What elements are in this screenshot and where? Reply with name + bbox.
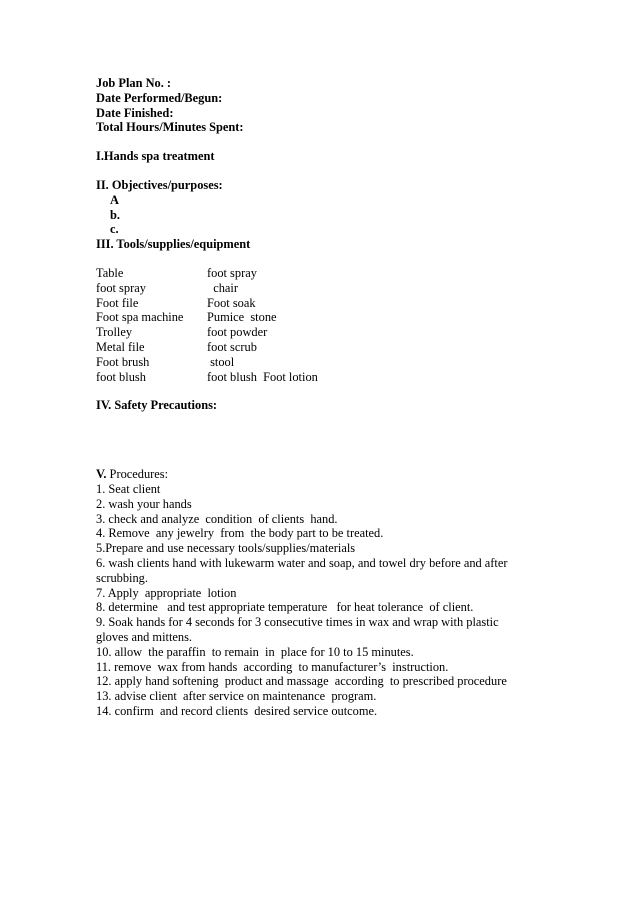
procedure-step: 8. determine and test appropriate temperature for heat tolerance of client. [96,600,474,615]
objective-item: A [110,192,119,207]
tool-item: foot blush Foot lotion [207,369,318,384]
procedure-step: 2. wash your hands [96,496,192,511]
tools-row [96,266,576,281]
tools-row [96,325,576,340]
tools-row [96,296,576,311]
tools-row [96,310,576,325]
procedure-step: 13. advise client after service on maintenance program. [96,689,377,704]
section-3-title: III. Tools/supplies/equipment [96,237,251,252]
job-plan-label: Job Plan No. : [96,76,172,90]
procedure-step: 6. wash clients hand with lukewarm water and soap, and towel dry before and after scrubbing. [96,555,508,585]
section-4-title: IV. Safety Precautions: [96,398,218,413]
tool-item: Trolley [96,325,133,340]
procedure-step: 5.Prepare and use necessary tools/supplies/materials [96,541,356,556]
tool-item: Foot brush [96,354,150,369]
tool-item: foot scrub [207,339,257,354]
procedure-step: 11. remove wax from hands according to manufacturer’s instruction. [96,659,449,674]
tool-item: Foot spa machine [96,310,184,325]
procedure-step: 1. Seat client [96,481,161,496]
procedure-step: 14. confirm and record clients desired service outcome. [96,703,378,718]
tool-item: Foot file [96,295,139,310]
tool-item: Pumice stone [207,310,277,325]
spacer [96,384,576,398]
objective-item: b. [110,207,120,222]
tool-item: stool [207,354,235,369]
tool-item: chair [207,280,238,295]
procedure-step: 10. allow the paraffin to remain in place for 10 to 15 minutes. [96,644,414,659]
procedure-step: 7. Apply appropriate lotion [96,585,237,600]
tools-list [96,266,576,384]
procedure-list [96,482,576,719]
date-finished-label: Date Finished: [96,105,174,120]
spacer [96,413,576,467]
tool-item: Table [96,265,124,280]
total-hours-label: Total Hours/Minutes Spent: [96,120,244,135]
tools-row [96,340,576,355]
spacer [96,164,576,178]
tool-item: Metal file [96,339,145,354]
section-5-label: Procedures: [106,467,169,482]
date-performed-label: Date Performed/Begun: [96,90,223,105]
section-2-title: II. Objectives/purposes: [96,177,223,192]
section-5-title [96,467,576,482]
procedure-step: 12. apply hand softening product and massage according to prescribed procedure [96,674,507,689]
procedure-step: 3. check and analyze condition of clients hand. [96,511,338,526]
tool-item: foot powder [207,325,268,340]
tool-item: foot spray [207,265,257,280]
tools-row [96,370,576,385]
tool-item: foot blush [96,369,146,384]
procedure-step: 9. Soak hands for 4 seconds for 3 consecutive times in wax and wrap with plastic gloves and mittens. [96,615,499,644]
tools-row [96,281,576,296]
tool-item: foot spray [96,280,146,295]
document-page [96,76,576,719]
objective-item: c. [110,222,119,237]
section-1-title: I.Hands spa treatment [96,149,215,164]
tool-item: Foot soak [207,295,256,310]
spacer [96,135,576,149]
spacer [96,252,576,266]
procedure-step: 4. Remove any jewelry from the body part to be treated. [96,526,384,541]
tools-row [96,355,576,370]
section-5-roman: V. [96,467,107,482]
